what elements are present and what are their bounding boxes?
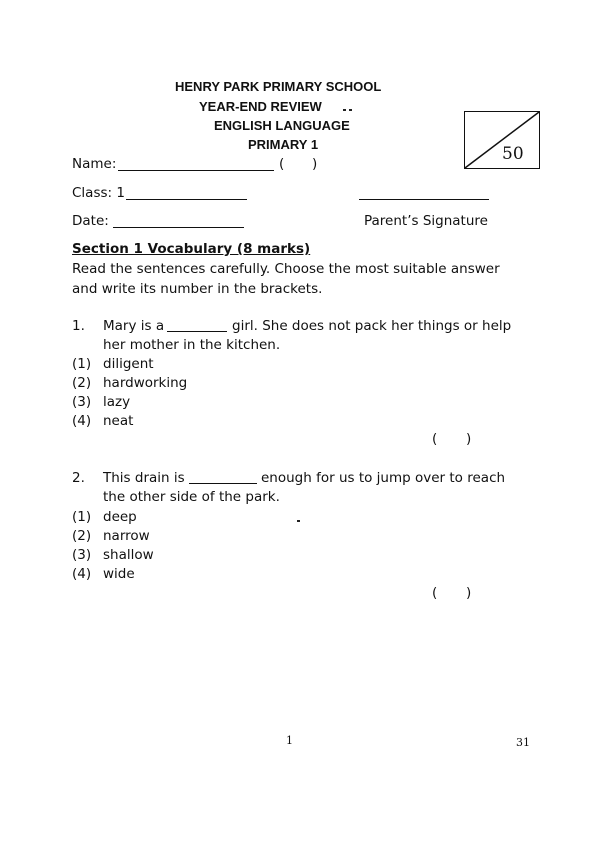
option-number: (4) xyxy=(72,566,92,582)
answer-bracket-open[interactable]: ( xyxy=(432,585,438,601)
name-bracket-close: ) xyxy=(312,156,318,172)
name-line[interactable] xyxy=(118,170,274,171)
option-text: neat xyxy=(103,413,134,429)
question-number: 1. xyxy=(72,318,85,334)
question-text-line-2: her mother in the kitchen. xyxy=(103,337,281,353)
option-text: lazy xyxy=(103,394,131,410)
date-label: Date: xyxy=(72,213,109,229)
option-number: (2) xyxy=(72,528,92,544)
school-name: HENRY PARK PRIMARY SCHOOL xyxy=(175,79,382,94)
corner-mark: 31 xyxy=(516,736,530,749)
question-text-end: girl. She does not pack her things or help xyxy=(232,318,512,334)
option-number: (3) xyxy=(72,547,92,563)
option-text: deep xyxy=(103,509,137,525)
instruction-line-2: and write its number in the brackets. xyxy=(72,281,323,297)
exam-title: YEAR-END REVIEW xyxy=(199,99,322,114)
answer-blank xyxy=(167,331,227,332)
stray-mark xyxy=(343,109,346,111)
option-number: (1) xyxy=(72,509,92,525)
option-number: (4) xyxy=(72,413,92,429)
answer-blank xyxy=(189,483,257,484)
page-number: 1 xyxy=(286,734,293,747)
option-text: wide xyxy=(103,566,135,582)
option-number: (3) xyxy=(72,394,92,410)
option-number: (2) xyxy=(72,375,92,391)
section-title: Section 1 Vocabulary (8 marks) xyxy=(72,241,311,257)
date-line[interactable] xyxy=(113,227,244,228)
answer-bracket-close[interactable]: ) xyxy=(466,431,472,447)
question-text-end: enough for us to jump over to reach xyxy=(261,470,506,486)
score-total: 50 xyxy=(502,144,524,164)
option-text: narrow xyxy=(103,528,150,544)
name-label: Name: xyxy=(72,156,117,172)
class-line[interactable] xyxy=(126,199,247,200)
signature-line[interactable] xyxy=(359,199,489,200)
subject-title: ENGLISH LANGUAGE xyxy=(214,118,350,133)
signature-label: Parent’s Signature xyxy=(364,213,488,229)
answer-bracket-close[interactable]: ) xyxy=(466,585,472,601)
stray-mark xyxy=(349,109,352,111)
question-number: 2. xyxy=(72,470,85,486)
option-text: hardworking xyxy=(103,375,188,391)
option-text: diligent xyxy=(103,356,154,372)
level-title: PRIMARY 1 xyxy=(248,137,319,152)
question-text-start: Mary is a xyxy=(103,318,165,334)
instruction-line-1: Read the sentences carefully. Choose the most suitable answer xyxy=(72,261,500,277)
name-bracket-open: ( xyxy=(279,156,285,172)
option-number: (1) xyxy=(72,356,92,372)
question-text-line-2: the other side of the park. xyxy=(103,489,280,505)
stray-mark xyxy=(297,520,300,522)
option-text: shallow xyxy=(103,547,154,563)
class-label: Class: 1 xyxy=(72,185,125,201)
question-text-start: This drain is xyxy=(103,470,185,486)
answer-bracket-open[interactable]: ( xyxy=(432,431,438,447)
